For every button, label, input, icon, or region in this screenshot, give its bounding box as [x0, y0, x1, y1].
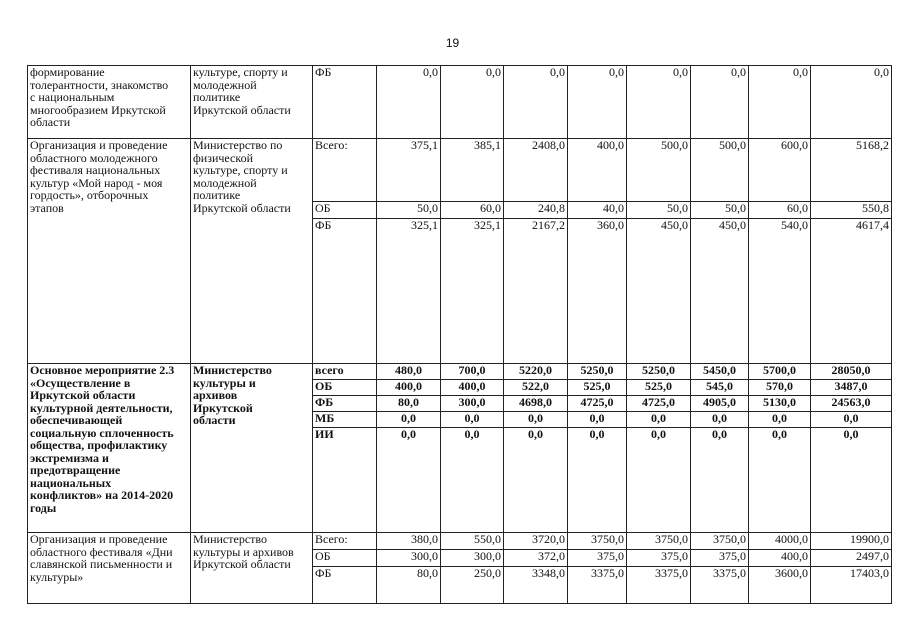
value-cell: 372,0 [504, 550, 568, 567]
total-cell: 5168,2 [811, 139, 892, 202]
value-cell: 450,0 [627, 219, 691, 364]
value-cell: 300,0 [441, 396, 504, 412]
value-cell: 2408,0 [504, 139, 568, 202]
value-cell: 500,0 [691, 139, 749, 202]
table-row [28, 533, 892, 550]
value-cell: 400,0 [441, 380, 504, 396]
description-line: многообразием Иркутской [30, 102, 166, 117]
value-cell: 0,0 [568, 66, 627, 139]
value-cell: 5450,0 [691, 364, 749, 380]
total-cell: 0,0 [811, 66, 892, 139]
value-cell: 5130,0 [749, 396, 811, 412]
funding-source: Всего: [313, 139, 377, 202]
measure-description [28, 66, 191, 139]
funding-source: ОБ [313, 380, 377, 396]
executor-line: политике [193, 188, 241, 202]
value-cell: 540,0 [749, 219, 811, 364]
description-line: обеспечивающей [30, 413, 123, 427]
funding-source: ОБ [313, 550, 377, 567]
value-cell: 50,0 [691, 202, 749, 219]
description-line: формирование [30, 65, 105, 79]
description-line: культуры» [30, 569, 84, 584]
value-cell: 0,0 [691, 428, 749, 533]
description-line: с национальным [30, 90, 115, 104]
value-cell: 5700,0 [749, 364, 811, 380]
value-cell: 375,1 [377, 139, 441, 202]
value-cell: 0,0 [627, 66, 691, 139]
measure-description [28, 533, 191, 604]
value-cell: 500,0 [627, 139, 691, 202]
description-line: областного фестиваля «Дни [30, 544, 173, 559]
value-cell: 525,0 [627, 380, 691, 396]
table-row [28, 364, 892, 380]
total-cell: 28050,0 [811, 364, 892, 380]
value-cell: 0,0 [627, 412, 691, 428]
funding-source: ФБ [313, 66, 377, 139]
value-cell: 4725,0 [568, 396, 627, 412]
executor-line: культуре, спорту и [193, 163, 288, 177]
funding-source: МБ [313, 412, 377, 428]
value-cell: 325,1 [377, 219, 441, 364]
value-cell: 0,0 [504, 428, 568, 533]
value-cell: 0,0 [441, 412, 504, 428]
value-cell: 385,1 [441, 139, 504, 202]
description-line: культур «Мой народ - моя [30, 175, 163, 190]
value-cell: 3750,0 [691, 533, 749, 550]
description-line: конфликтов» на 2014-2020 [30, 488, 174, 502]
value-cell: 700,0 [441, 364, 504, 380]
executor-line: Министерство [193, 363, 272, 377]
value-cell: 300,0 [441, 550, 504, 567]
executor-line: политике [193, 90, 241, 104]
value-cell: 0,0 [504, 412, 568, 428]
executor-line: культуры и архивов [193, 544, 294, 559]
value-cell: 250,0 [441, 567, 504, 604]
total-cell: 24563,0 [811, 396, 892, 412]
description-line: славянской письменности и [30, 557, 173, 571]
funding-source: всего [313, 364, 377, 380]
value-cell: 380,0 [377, 533, 441, 550]
value-cell: 50,0 [627, 202, 691, 219]
value-cell: 4905,0 [691, 396, 749, 412]
value-cell: 0,0 [691, 412, 749, 428]
value-cell: 545,0 [691, 380, 749, 396]
description-line: социальную сплоченность [30, 425, 174, 440]
description-line: экстремизма и [30, 450, 109, 465]
value-cell: 0,0 [749, 428, 811, 533]
value-cell: 3375,0 [627, 567, 691, 604]
value-cell: 0,0 [441, 66, 504, 139]
description-line: Организация и проведение [30, 138, 168, 152]
description-line: Основное мероприятие 2.3 [30, 363, 175, 377]
total-cell: 550,8 [811, 202, 892, 219]
value-cell: 400,0 [568, 139, 627, 202]
value-cell: 3750,0 [627, 533, 691, 550]
value-cell: 480,0 [377, 364, 441, 380]
value-cell: 4698,0 [504, 396, 568, 412]
value-cell: 3720,0 [504, 533, 568, 550]
executor-line: культуре, спорту и [193, 65, 288, 79]
table-row [28, 66, 892, 139]
total-cell: 4617,4 [811, 219, 892, 364]
value-cell: 0,0 [568, 428, 627, 533]
description-line: Иркутской области [30, 388, 136, 402]
description-line: этапов [30, 200, 64, 215]
description-line: национальных [30, 475, 112, 490]
value-cell: 0,0 [749, 66, 811, 139]
value-cell: 240,8 [504, 202, 568, 219]
funding-source: ИИ [313, 428, 377, 533]
page-number: 19 [445, 36, 460, 50]
total-cell: 19900,0 [811, 533, 892, 550]
value-cell: 0,0 [627, 428, 691, 533]
description-line: толерантности, знакомство [30, 77, 169, 92]
table-row [28, 139, 892, 202]
description-line: годы [30, 500, 57, 515]
description-line: культурной деятельности, [30, 400, 173, 415]
value-cell: 325,1 [441, 219, 504, 364]
value-cell: 375,0 [627, 550, 691, 567]
value-cell: 50,0 [377, 202, 441, 219]
value-cell: 550,0 [441, 533, 504, 550]
value-cell: 360,0 [568, 219, 627, 364]
measure-description [28, 364, 191, 533]
executor-line: Иркутской области [193, 200, 291, 215]
description-line: гордость», отборочных [30, 188, 149, 202]
value-cell: 80,0 [377, 567, 441, 604]
value-cell: 450,0 [691, 219, 749, 364]
value-cell: 3375,0 [568, 567, 627, 604]
value-cell: 80,0 [377, 396, 441, 412]
value-cell: 522,0 [504, 380, 568, 396]
funding-source: ФБ [313, 567, 377, 604]
total-cell: 3487,0 [811, 380, 892, 396]
funding-source: ФБ [313, 396, 377, 412]
total-cell: 17403,0 [811, 567, 892, 604]
value-cell: 2167,2 [504, 219, 568, 364]
description-line: области [30, 115, 71, 129]
value-cell: 3750,0 [568, 533, 627, 550]
value-cell: 3375,0 [691, 567, 749, 604]
description-line: общества, профилактику [30, 438, 168, 452]
executor-line: Иркутской [193, 400, 253, 415]
description-line: предотвращение [30, 463, 121, 477]
description-line: фестиваля национальных [30, 163, 161, 177]
value-cell: 5220,0 [504, 364, 568, 380]
value-cell: 400,0 [377, 380, 441, 396]
funding-source: ФБ [313, 219, 377, 364]
value-cell: 0,0 [377, 428, 441, 533]
value-cell: 400,0 [749, 550, 811, 567]
total-cell: 0,0 [811, 412, 892, 428]
measure-description [28, 139, 191, 364]
value-cell: 375,0 [691, 550, 749, 567]
value-cell: 300,0 [377, 550, 441, 567]
executor-line: Министерство [193, 532, 267, 546]
value-cell: 0,0 [568, 412, 627, 428]
total-cell: 0,0 [811, 428, 892, 533]
executor-line: молодежной [193, 77, 257, 92]
executor [191, 364, 313, 533]
description-line: Организация и проведение [30, 532, 168, 546]
value-cell: 5250,0 [568, 364, 627, 380]
description-line: областного молодежного [30, 150, 158, 165]
funding-source: ОБ [313, 202, 377, 219]
value-cell: 3600,0 [749, 567, 811, 604]
value-cell: 60,0 [749, 202, 811, 219]
value-cell: 0,0 [441, 428, 504, 533]
value-cell: 0,0 [749, 412, 811, 428]
executor-line: архивов [193, 388, 238, 402]
executor-line: молодежной [193, 175, 257, 190]
executor [191, 139, 313, 364]
executor-line: Иркутской области [193, 102, 291, 117]
executor-line: культуры и [193, 375, 256, 390]
funding-source: Всего: [313, 533, 377, 550]
value-cell: 5250,0 [627, 364, 691, 380]
value-cell: 3348,0 [504, 567, 568, 604]
value-cell: 525,0 [568, 380, 627, 396]
value-cell: 570,0 [749, 380, 811, 396]
executor-line: физической [193, 150, 253, 165]
value-cell: 4000,0 [749, 533, 811, 550]
value-cell: 375,0 [568, 550, 627, 567]
description-line: «Осуществление в [30, 375, 131, 390]
executor [191, 66, 313, 139]
executor-line: области [193, 413, 236, 427]
value-cell: 0,0 [377, 66, 441, 139]
value-cell: 0,0 [691, 66, 749, 139]
executor-line: Иркутской области [193, 557, 291, 571]
value-cell: 0,0 [377, 412, 441, 428]
total-cell: 2497,0 [811, 550, 892, 567]
budget-table [27, 65, 892, 604]
value-cell: 60,0 [441, 202, 504, 219]
executor [191, 533, 313, 604]
value-cell: 600,0 [749, 139, 811, 202]
value-cell: 40,0 [568, 202, 627, 219]
value-cell: 0,0 [504, 66, 568, 139]
executor-line: Министерство по [193, 138, 283, 152]
value-cell: 4725,0 [627, 396, 691, 412]
